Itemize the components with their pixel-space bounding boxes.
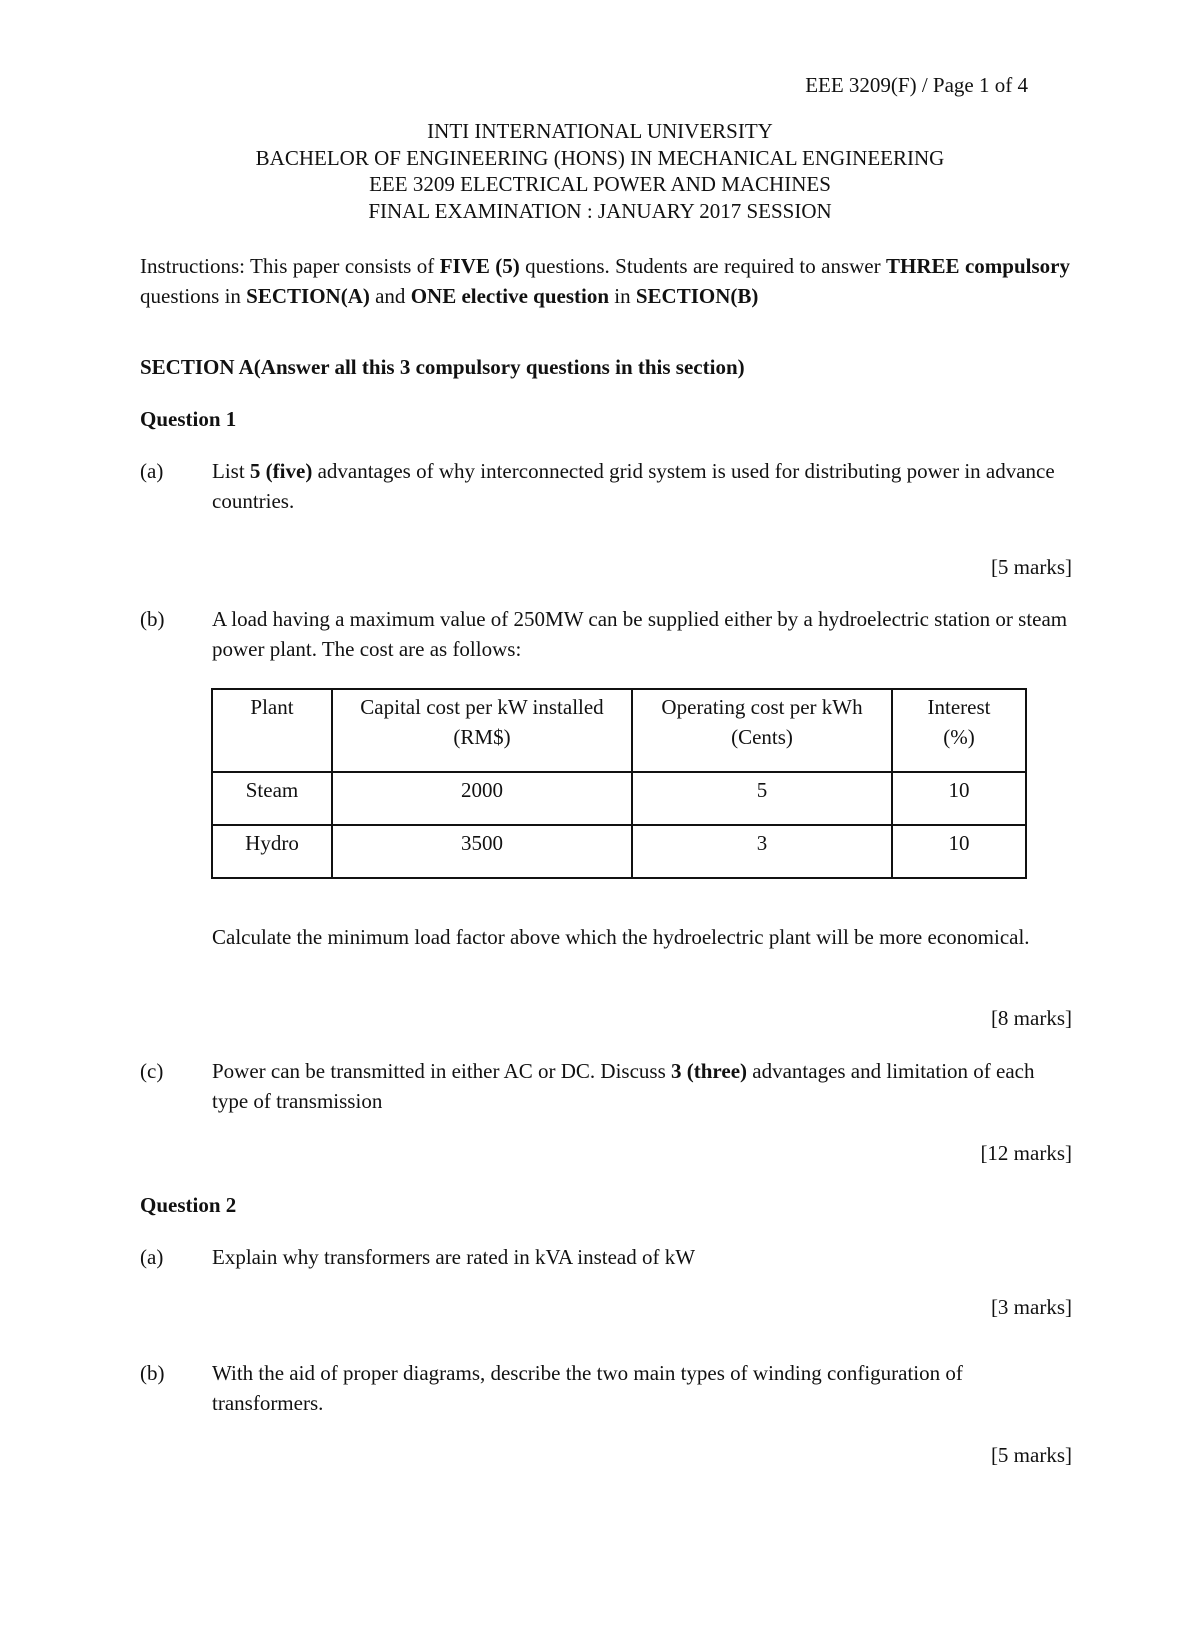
- q2a-marks: [3 marks]: [990, 1295, 1072, 1319]
- q1b-followup: Calculate the minimum load factor above which the hydroelectric plant will be more economical.: [212, 925, 1030, 949]
- table-header-row: [212, 689, 1026, 772]
- q1b-label: (b): [140, 607, 165, 631]
- table-cell: 10: [892, 772, 1026, 825]
- table-header-cell: Operating cost per kWh (Cents): [632, 689, 892, 772]
- page-number: EEE 3209(F) / Page 1 of 4: [805, 73, 1028, 97]
- table-cell: Steam: [212, 772, 332, 825]
- q1a-marks: [5 marks]: [990, 555, 1072, 579]
- q1c-marks: [12 marks]: [980, 1141, 1072, 1165]
- q2a-label: (a): [140, 1245, 164, 1269]
- table-row: [212, 772, 1026, 825]
- table-cell: 5: [632, 772, 892, 825]
- q1c-label: (c): [140, 1059, 164, 1083]
- exam-session: FINAL EXAMINATION : JANUARY 2017 SESSION: [368, 198, 832, 223]
- instructions: Instructions: This paper consists of FIVE (5) questions. Students are required to answer THREE compulsory questions in SECTION(A) and ONE elective question in SECTION(B): [140, 254, 1070, 308]
- exam-header: [0, 118, 1200, 224]
- table-cell: Hydro: [212, 825, 332, 878]
- programme-name: BACHELOR OF ENGINEERING (HONS) IN MECHANICAL ENGINEERING: [255, 145, 945, 170]
- q2b-text: With the aid of proper diagrams, describe the two main types of winding configuration of transformers.: [212, 1361, 963, 1415]
- section-a-title: SECTION A(Answer all this 3 compulsory questions in this section): [140, 355, 745, 379]
- university-name: INTI INTERNATIONAL UNIVERSITY: [427, 119, 773, 143]
- q1a-label: (a): [140, 459, 164, 483]
- q1b-text: A load having a maximum value of 250MW can be supplied either by a hydroelectric station or steam power plant. The cost are as follows:: [212, 607, 1068, 661]
- table-header-cell: Interest (%): [892, 689, 1026, 772]
- q1a-text: List 5 (five) advantages of why interconnected grid system is used for distributing power in advance countries.: [212, 459, 1055, 513]
- table-cell: 10: [892, 825, 1026, 878]
- table-header-cell: Capital cost per kW installed (RM$): [332, 689, 632, 772]
- table-cell: 3500: [332, 825, 632, 878]
- q2a-text: Explain why transformers are rated in kVA instead of kW: [212, 1245, 696, 1269]
- q2b-label: (b): [140, 1361, 165, 1385]
- question-2-title: Question 2: [140, 1193, 237, 1217]
- q2b-marks: [5 marks]: [990, 1443, 1072, 1467]
- table-row: [212, 825, 1026, 878]
- table-cell: 2000: [332, 772, 632, 825]
- table-header-cell: Plant: [212, 689, 332, 772]
- q1c-text: Power can be transmitted in either AC or DC. Discuss 3 (three) advantages and limitation of each type of transmission: [212, 1059, 1035, 1113]
- plant-cost-table: [211, 688, 1027, 879]
- table-cell: 3: [632, 825, 892, 878]
- q1b-marks: [8 marks]: [990, 1006, 1072, 1030]
- question-1-title: Question 1: [140, 407, 237, 431]
- course-name: EEE 3209 ELECTRICAL POWER AND MACHINES: [369, 172, 831, 196]
